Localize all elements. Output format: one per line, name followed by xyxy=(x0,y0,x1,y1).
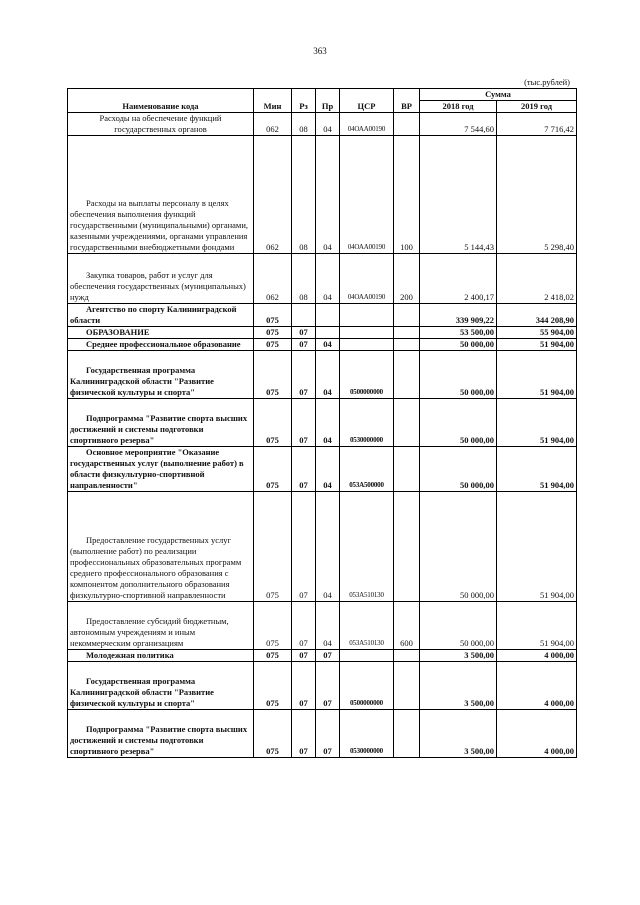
row-2019: 51 904,00 xyxy=(497,492,577,602)
header-vr: ВР xyxy=(394,89,420,113)
row-min: 062 xyxy=(254,254,292,304)
header-sum: Сумма xyxy=(420,89,577,101)
row-2019: 55 904,00 xyxy=(497,327,577,339)
row-min: 075 xyxy=(254,351,292,399)
row-2018: 3 500,00 xyxy=(420,710,497,758)
header-row-top xyxy=(68,89,577,101)
row-vr xyxy=(394,710,420,758)
row-min: 075 xyxy=(254,447,292,492)
row-rz: 08 xyxy=(292,136,316,254)
row-2019: 51 904,00 xyxy=(497,447,577,492)
row-min: 062 xyxy=(254,136,292,254)
row-2019: 344 208,90 xyxy=(497,304,577,327)
row-vr: 200 xyxy=(394,254,420,304)
row-rz: 07 xyxy=(292,650,316,662)
row-rz: 07 xyxy=(292,327,316,339)
row-csr: 0530000000 xyxy=(340,399,394,447)
header-min: Мин xyxy=(254,89,292,113)
table-row xyxy=(68,304,577,327)
row-name: Расходы на выплаты персоналу в целях обеспечения выполнения функций государственными (муниципальными) органами, казенными учреждениями, органами управления государственными внебюджетными фондами xyxy=(68,136,254,254)
row-2018: 2 400,17 xyxy=(420,254,497,304)
row-rz: 07 xyxy=(292,602,316,650)
row-rz: 07 xyxy=(292,339,316,351)
row-min: 075 xyxy=(254,304,292,327)
row-rz: 07 xyxy=(292,710,316,758)
table-row xyxy=(68,662,577,710)
row-rz: 07 xyxy=(292,447,316,492)
table-row xyxy=(68,136,577,254)
row-vr xyxy=(394,351,420,399)
row-vr xyxy=(394,447,420,492)
row-csr: 04ОАА00190 xyxy=(340,136,394,254)
row-pr: 04 xyxy=(316,447,340,492)
row-min: 075 xyxy=(254,710,292,758)
row-pr: 04 xyxy=(316,399,340,447)
row-2019: 4 000,00 xyxy=(497,650,577,662)
row-pr: 04 xyxy=(316,602,340,650)
row-name: Государственная программа Калининградской области "Развитие физической культуры и спорта" xyxy=(68,662,254,710)
header-2018: 2018 год xyxy=(420,101,497,113)
row-csr xyxy=(340,339,394,351)
row-pr: 07 xyxy=(316,650,340,662)
row-pr: 04 xyxy=(316,254,340,304)
row-csr xyxy=(340,304,394,327)
row-pr xyxy=(316,327,340,339)
row-rz: 07 xyxy=(292,399,316,447)
row-name: Агентство по спорту Калининградской области xyxy=(68,304,254,327)
row-csr: 053А500000 xyxy=(340,447,394,492)
row-name: Предоставление субсидий бюджетным, автономным учреждениям и иным некоммерческим организациям xyxy=(68,602,254,650)
row-vr: 100 xyxy=(394,136,420,254)
row-rz: 07 xyxy=(292,351,316,399)
row-csr: 0530000000 xyxy=(340,710,394,758)
row-csr xyxy=(340,650,394,662)
row-name: Среднее профессиональное образование xyxy=(68,339,254,351)
row-pr: 04 xyxy=(316,136,340,254)
table-row xyxy=(68,710,577,758)
units-label: (тыс.рублей) xyxy=(524,77,570,87)
row-2018: 50 000,00 xyxy=(420,399,497,447)
row-2018: 53 500,00 xyxy=(420,327,497,339)
row-2019: 4 000,00 xyxy=(497,662,577,710)
row-rz: 08 xyxy=(292,254,316,304)
header-rz: Рз xyxy=(292,89,316,113)
row-rz: 07 xyxy=(292,662,316,710)
row-name: Предоставление государственных услуг (выполнение работ) по реализации профессиональных образовательных программ среднего профессионального образования с компонентом дополнительного образования физкультурно-спортивной направленности xyxy=(68,492,254,602)
row-2018: 50 000,00 xyxy=(420,339,497,351)
row-pr xyxy=(316,304,340,327)
row-vr xyxy=(394,399,420,447)
row-name: Молодежная политика xyxy=(68,650,254,662)
row-min: 075 xyxy=(254,662,292,710)
header-csr: ЦСР xyxy=(340,89,394,113)
row-2019: 2 418,02 xyxy=(497,254,577,304)
row-rz: 08 xyxy=(292,113,316,136)
table-row xyxy=(68,339,577,351)
row-csr: 04ОАА00190 xyxy=(340,254,394,304)
row-2019: 51 904,00 xyxy=(497,399,577,447)
row-min: 075 xyxy=(254,399,292,447)
row-csr xyxy=(340,327,394,339)
row-2018: 5 144,43 xyxy=(420,136,497,254)
table-row xyxy=(68,327,577,339)
table-row xyxy=(68,254,577,304)
row-pr: 04 xyxy=(316,113,340,136)
row-name: Закупка товаров, работ и услуг для обеспечения государственных (муниципальных) нужд xyxy=(68,254,254,304)
table-row xyxy=(68,351,577,399)
row-2018: 50 000,00 xyxy=(420,447,497,492)
row-2018: 50 000,00 xyxy=(420,602,497,650)
row-pr: 07 xyxy=(316,710,340,758)
row-name: Государственная программа Калининградской области "Развитие физической культуры и спорта" xyxy=(68,351,254,399)
row-name: Основное мероприятие "Оказание государственных услуг (выполнение работ) в области физкультурно-спортивной направленности" xyxy=(68,447,254,492)
row-2018: 50 000,00 xyxy=(420,492,497,602)
row-rz: 07 xyxy=(292,492,316,602)
row-2019: 7 716,42 xyxy=(497,113,577,136)
header-2019: 2019 год xyxy=(497,101,577,113)
row-2019: 4 000,00 xyxy=(497,710,577,758)
row-vr xyxy=(394,492,420,602)
row-pr: 07 xyxy=(316,662,340,710)
row-rz xyxy=(292,304,316,327)
table-row xyxy=(68,650,577,662)
row-name: Подпрограмма "Развитие спорта высших достижений и системы подготовки спортивного резерва" xyxy=(68,399,254,447)
row-2019: 51 904,00 xyxy=(497,339,577,351)
row-vr xyxy=(394,304,420,327)
row-pr: 04 xyxy=(316,351,340,399)
table-row xyxy=(68,447,577,492)
row-vr xyxy=(394,113,420,136)
row-2019: 51 904,00 xyxy=(497,351,577,399)
row-csr: 0500000000 xyxy=(340,351,394,399)
row-2019: 51 904,00 xyxy=(497,602,577,650)
row-2019: 5 298,40 xyxy=(497,136,577,254)
table-row xyxy=(68,399,577,447)
row-csr: 0500000000 xyxy=(340,662,394,710)
row-vr: 600 xyxy=(394,602,420,650)
row-csr: 053А510130 xyxy=(340,492,394,602)
header-pr: Пр xyxy=(316,89,340,113)
budget-table xyxy=(67,88,577,758)
page-number: 363 xyxy=(313,46,327,56)
row-min: 075 xyxy=(254,650,292,662)
row-pr: 04 xyxy=(316,492,340,602)
row-vr xyxy=(394,662,420,710)
row-vr xyxy=(394,327,420,339)
row-pr: 04 xyxy=(316,339,340,351)
row-min: 075 xyxy=(254,602,292,650)
row-csr: 053А510130 xyxy=(340,602,394,650)
row-2018: 3 500,00 xyxy=(420,662,497,710)
row-name: Расходы на обеспечение функций государственных органов xyxy=(68,113,254,136)
row-min: 075 xyxy=(254,339,292,351)
table-row xyxy=(68,113,577,136)
table-row xyxy=(68,492,577,602)
row-2018: 7 544,60 xyxy=(420,113,497,136)
row-2018: 3 500,00 xyxy=(420,650,497,662)
row-min: 075 xyxy=(254,492,292,602)
row-min: 075 xyxy=(254,327,292,339)
row-min: 062 xyxy=(254,113,292,136)
row-csr: 04ОАА00190 xyxy=(340,113,394,136)
table-row xyxy=(68,602,577,650)
row-vr xyxy=(394,339,420,351)
row-name: ОБРАЗОВАНИЕ xyxy=(68,327,254,339)
row-name: Подпрограмма "Развитие спорта высших достижений и системы подготовки спортивного резерва" xyxy=(68,710,254,758)
row-2018: 50 000,00 xyxy=(420,351,497,399)
header-name: Наименование кода xyxy=(68,89,254,113)
row-vr xyxy=(394,650,420,662)
row-2018: 339 909,22 xyxy=(420,304,497,327)
